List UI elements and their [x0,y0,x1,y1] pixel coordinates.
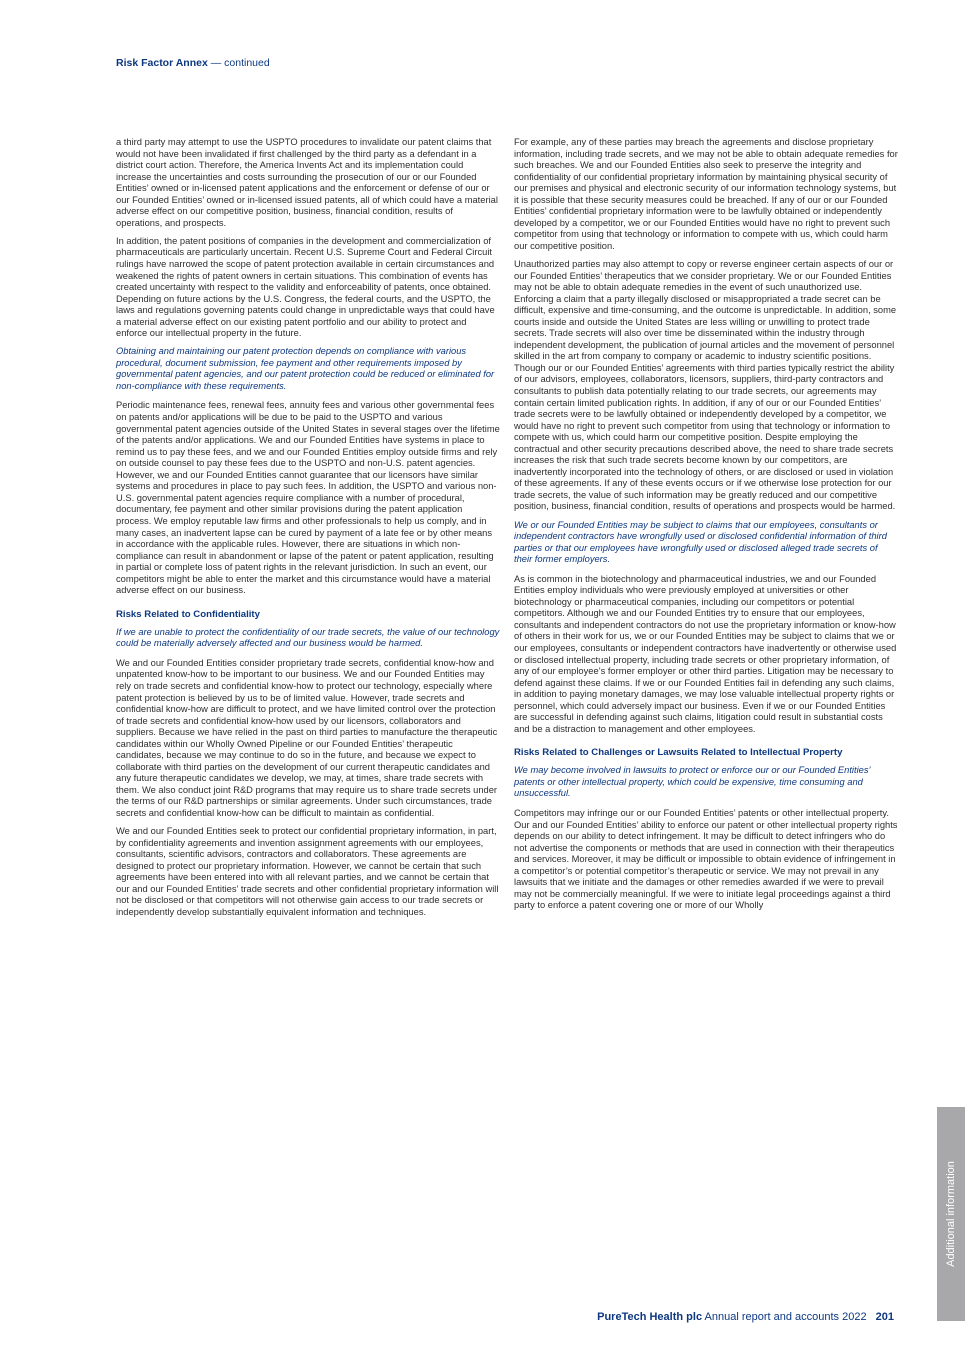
page-footer [597,1311,894,1323]
body-paragraph: In addition, the patent positions of companies in the development and commercialization of pharmaceuticals are particularly uncertain. Recent U.S. Supreme Court and Federal Circuit rulings have narrowed the scope of patent protection available in certain circumstances and weakened the rights of patent owners in certain situations. This combination of events has created uncertainty with respect to the validity and enforceability of patents, once obtained. Depending on future actions by the U.S. Congress, the federal courts, and the USPTO, the laws and regulations governing patents could change in unpredictable ways that could have a material adverse effect on our existing patent portfolio and our ability to protect and enforce our intellectual property in the future. [116,235,495,339]
risk-summary-italic: We may become involved in lawsuits to protect or enforce our or our Founded Entities’ patents or other intellectual property, which could be expensive, time consuming and unsuccessful. [514,765,871,799]
body-paragraph: Competitors may infringe our or our Founded Entities’ patents or other intellectual property. Our and our Founded Entities’ ability to enforce our patent or other intellectual property rights depends on our ability to detect infringement. It may be difficult to detect infringers who do not advertise the components or methods that are used in connection with their therapeutics and services. Moreover, it may be difficult or impossible to obtain evidence of infringement in a competitor’s or potential competitor’s therapeutic or service. We may not prevail in any lawsuits that we initiate and the damages or other remedies awarded if we were to prevail may not be commercially meaningful. If we were to initiate legal proceedings against a third party to enforce a patent covering one or more of our Wholly [514,807,898,911]
body-paragraph: a third party may attempt to use the USPTO procedures to invalidate our patent claims that would not have been invalidated if first challenged by the third party as a defendant in a district court action. Therefore, the America Invents Act and its implementation could increase the uncertainties and costs surrounding the prosecution of our or our Founded Entities’ owned or in-licensed patent applications and the enforcement or defense of our or our Founded Entities’ owned or in-licensed issued patents, all of which could have a material adverse effect on our competitive position, business, financial condition, results of operations, and prospects. [116,137,498,228]
section-heading: Risks Related to Confidentiality [116,608,260,620]
left-column [116,137,500,925]
page-number: 201 [875,1311,894,1323]
body-paragraph: We and our Founded Entities seek to protect our confidential proprietary information, in part, by confidentiality agreements and invention assignment agreements with our employees, consultants, scientific advisors, contractors and collaborators. These agreements are designed to protect our proprietary information. However, we cannot be certain that such agreements have been entered into with all relevant parties, and we cannot be certain that our and our Founded Entities’ trade secrets and other confidential proprietary information will not be disclosed or that competitors will not otherwise gain access to our trade secrets or independently develop substantially equivalent information and techniques. [116,826,499,917]
running-header [116,57,270,69]
body-paragraph: As is common in the biotechnology and pharmaceutical industries, we and our Founded Entities employ individuals who were previously employed at universities or other biotechnology or pharmaceutical companies, including our competitors or potential competitors. Although we and our Founded Entities try to ensure that our employees, consultants and independent contractors do not use the proprietary information or know-how of others in their work for us, we or our Founded Entities may be subject to claims that we or our employees, consultants or independent contractors have inadvertently or otherwise used or disclosed intellectual property, including trade secrets or other proprietary information, of any of our employee’s former employer or other third parties. Litigation may be necessary to defend against these claims. If we or our Founded Entities fail in defending any such claims, in addition to paying monetary damages, we may lose valuable intellectual property rights or personnel, which could adversely impact our business. Even if we or our Founded Entities are successful in defending against such claims, litigation could result in substantial costs and be a distraction to management and other employees. [514,573,897,734]
risk-summary-italic: If we are unable to protect the confidentiality of our trade secrets, the value of our technology could be materially adversely affected and our business would be harmed. [116,626,500,649]
risk-summary-italic: Obtaining and maintaining our patent protection depends on compliance with various procedural, document submission, fee payment and other requirements imposed by governmental patent agencies, and our patent protection could be reduced or eliminated for non-compliance with these requirements. [116,346,495,391]
body-paragraph: For example, any of these parties may breach the agreements and disclose proprietary information, including trade secrets, and we may not be able to obtain adequate remedies for such breaches. We and our Founded Entities also seek to preserve the integrity and confidentiality of our confidential proprietary information by maintaining physical security of our premises and physical and electronic security of our information technology systems, but it is possible that these security measures could be breached. If any of our or our Founded Entities’ confidential proprietary information were to be lawfully obtained or independently developed by a competitor, we or our Founded Entities would have no right to prevent such competitor from using that technology or information to compete with us, which could harm our competitive position. [514,137,898,251]
header-section-title: Risk Factor Annex [116,57,208,69]
side-tab-label: Additional information [945,1161,957,1267]
body-paragraph: Unauthorized parties may also attempt to copy or reverse engineer certain aspects of our or our Founded Entities’ therapeutics that we consider proprietary. We or our Founded Entities may not be able to obtain adequate remedies in the event of such unauthorized use. Enforcing a claim that a party illegally disclosed or misappropriated a trade secret can be difficult, expensive and time-consuming, and the outcome is unpredictable. In addition, some courts inside and outside the United States are less willing or unwilling to protect trade secrets. Trade secrets will also over time be disseminated within the industry through independent development, the publication of journal articles and the movement of personnel skilled in the art from company to company or academic to industry scientific positions. Though our or our Founded Entities’ agreements with third parties typically restrict the ability of our advisors, employees, collaborators, licensors, suppliers, third-party contractors and consultants to publish data potentially relating to our trade secrets, our agreements may contain certain limited publication rights. In addition, if any of our or our Founded Entities’ trade secrets were to be lawfully obtained or independently developed by a competitor, we would have no right to prevent such competitor from using that technology or information to compete with us, which could harm our competitive position. Despite employing the contractual and other security precautions described above, the need to share trade secrets increases the risk that such trade secrets become known by our competitors, are inadvertently incorporated into the technology of others, or are disclosed or used in violation of these agreements. If any of these events occurs or if we otherwise lose protection for our trade secrets, the value of such information may be greatly reduced and our competitive position, business, financial condition, results of operations and prospects would be harmed. [514,258,897,512]
footer-report-title: Annual report and accounts 2022 [704,1311,867,1323]
footer-company: PureTech Health plc [597,1311,703,1323]
right-column [514,137,898,918]
header-continued: — continued [207,57,270,69]
risk-summary-italic: We or our Founded Entities may be subject to claims that our employees, consultants or independent contractors have wrongfully used or disclosed confidential information of third parties or that our employees have wrongfully used or disclosed alleged trade secrets of their former employers. [514,519,887,565]
section-heading: Risks Related to Challenges or Lawsuits Related to Intellectual Property [514,747,843,759]
body-paragraph: Periodic maintenance fees, renewal fees, annuity fees and various other governmental fees on patents and/or applications will be due to be paid to the USPTO and various governmental patent agencies outside of the United States in several stages over the lifetime of the patents and/or applications. We and our Founded Entities have systems in place to remind us to pay these fees, and we and our Founded Entities employ outside firms and rely on outside counsel to pay these fees due to the USPTO and non-U.S. patent agencies. However, we and our Founded Entities cannot guarantee that our licensors have similar systems and procedures in place to pay such fees. In addition, the USPTO and various non-U.S. governmental patent agencies require compliance with a number of procedural, documentary, fee payment and other similar provisions during the patent application process. We employ reputable law firms and other professionals to help us comply, and in many cases, an inadvertent lapse can be cured by payment of a late fee or by other means in accordance with the applicable rules. However, there are situations in which non-compliance can result in abandonment or lapse of the patent or patent application, resulting in partial or complete loss of patent rights in the relevant jurisdiction. In such an event, our competitors might be able to enter the market and this circumstance would have a material adverse effect on our business. [116,400,500,596]
body-paragraph: We and our Founded Entities consider proprietary trade secrets, confidential know-how and unpatented know-how to be important to our business. We and our Founded Entities may rely on trade secrets and confidential know-how to protect our technology, especially where patent protection is believed by us to be of limited value. However, trade secrets and confidential know-how are difficult to protect, and we have limited control over the protection of trade secrets and confidential know-how used by our licensors, collaborators and suppliers. Because we have relied in the past on third parties to manufacture the therapeutic candidates within our Wholly Owned Pipeline or our Founded Entities’ therapeutic candidates, because we may continue to do so in the future, and because we expect to collaborate with third parties on the development of our current therapeutic candidates and any future therapeutic candidates we develop, we may, at times, share trade secrets with them. We also conduct joint R&D programs that may require us to share trade secrets under the terms of our R&D partnerships or similar agreements. Under such circumstances, trade secrets and confidential know-how can be difficult to maintain as confidential. [116,657,498,818]
section-side-tab[interactable] [937,1107,965,1321]
